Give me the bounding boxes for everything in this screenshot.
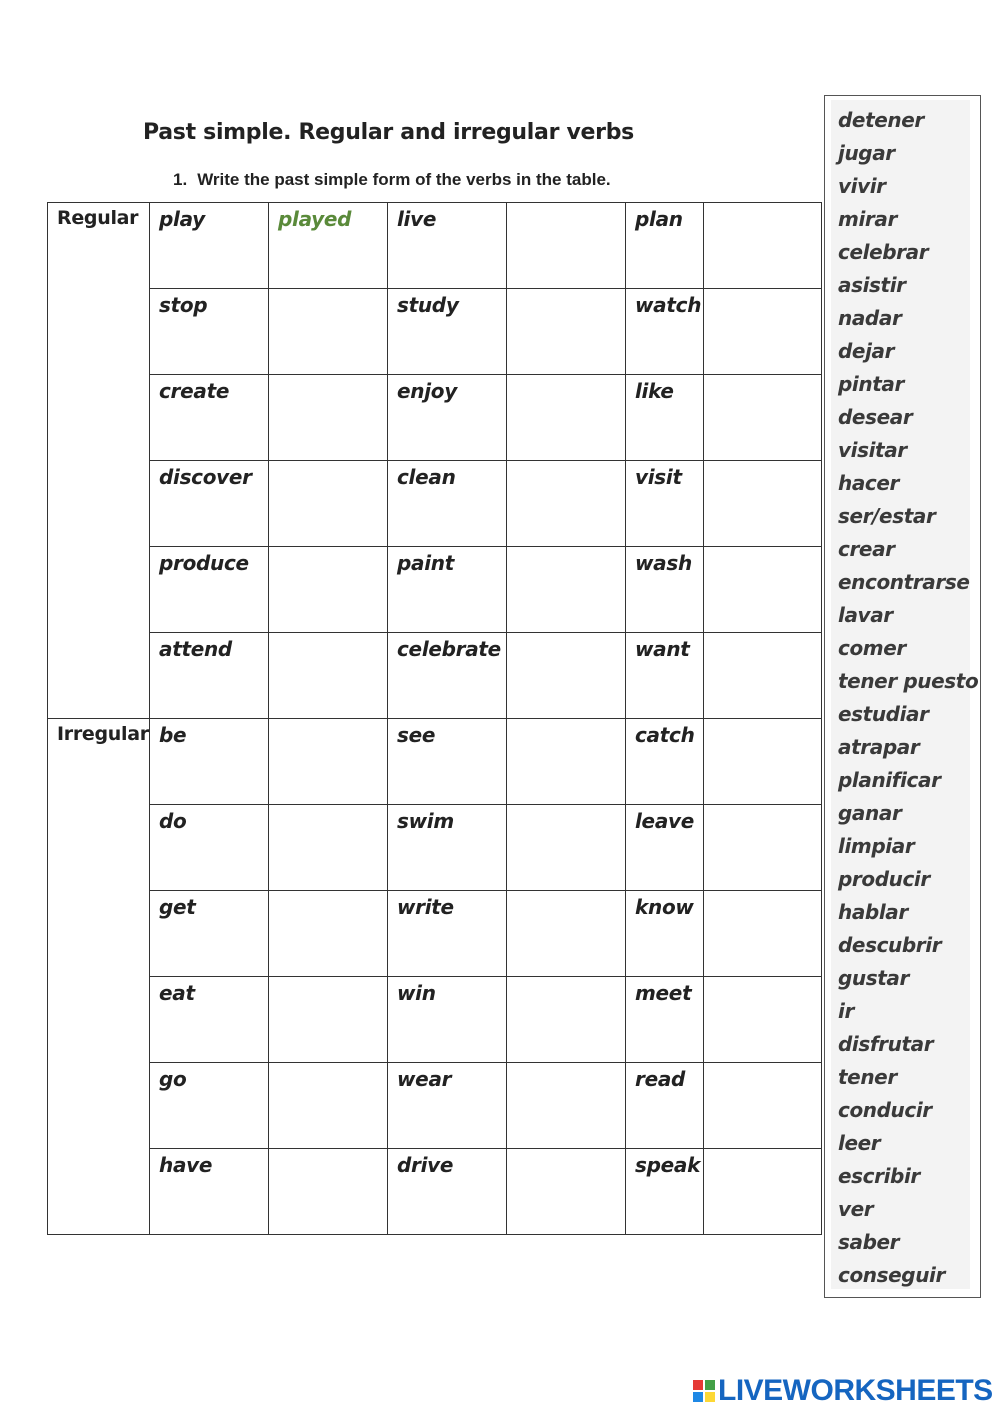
answer-cell[interactable] xyxy=(507,719,626,805)
word-bank-item: ganar xyxy=(838,801,902,825)
answer-cell[interactable] xyxy=(507,805,626,891)
verb-cell: drive xyxy=(388,1149,507,1235)
word-bank-item: nadar xyxy=(838,306,902,330)
answer-cell[interactable] xyxy=(704,461,822,547)
verb-cell: watch xyxy=(626,289,704,375)
table-row xyxy=(48,805,822,891)
word-bank-item: estudiar xyxy=(838,702,929,726)
word-bank-item: descubrir xyxy=(838,933,942,957)
word-bank-item: detener xyxy=(838,108,924,132)
word-bank xyxy=(824,95,981,1298)
verb-cell: attend xyxy=(150,633,269,719)
word-bank-item: hablar xyxy=(838,900,908,924)
answer-cell[interactable] xyxy=(269,719,388,805)
answer-cell[interactable] xyxy=(269,977,388,1063)
answer-cell[interactable] xyxy=(507,1063,626,1149)
answer-cell[interactable] xyxy=(704,375,822,461)
verb-cell: plan xyxy=(626,203,704,289)
answer-cell[interactable] xyxy=(269,375,388,461)
word-bank-item: tener xyxy=(838,1065,897,1089)
word-bank-item: visitar xyxy=(838,438,907,462)
word-bank-item: hacer xyxy=(838,471,900,495)
word-bank-item: vivir xyxy=(838,174,886,198)
verb-cell: have xyxy=(150,1149,269,1235)
answer-cell[interactable] xyxy=(507,203,626,289)
answer-cell[interactable] xyxy=(269,805,388,891)
word-bank-item: lavar xyxy=(838,603,893,627)
word-bank-item: saber xyxy=(838,1230,900,1254)
word-bank-background xyxy=(831,100,979,1289)
word-bank-item: celebrar xyxy=(838,240,929,264)
verb-cell: leave xyxy=(626,805,704,891)
answer-cell[interactable] xyxy=(269,1149,388,1235)
verb-cell: like xyxy=(626,375,704,461)
answer-cell[interactable] xyxy=(269,891,388,977)
verb-cell: go xyxy=(150,1063,269,1149)
word-bank-item: gustar xyxy=(838,966,909,990)
table-row xyxy=(48,203,822,289)
word-bank-item: mirar xyxy=(838,207,897,231)
answer-cell[interactable] xyxy=(507,891,626,977)
answer-cell[interactable] xyxy=(269,461,388,547)
word-bank-item: ir xyxy=(838,999,854,1023)
verb-cell: stop xyxy=(150,289,269,375)
word-bank-item: escribir xyxy=(838,1164,920,1188)
word-bank-item: jugar xyxy=(838,141,895,165)
table-row xyxy=(48,461,822,547)
answer-cell[interactable] xyxy=(507,375,626,461)
table-row xyxy=(48,1149,822,1235)
answer-cell[interactable] xyxy=(507,461,626,547)
brand-name: LIVEWORKSHEETS xyxy=(718,1374,993,1407)
verb-cell: want xyxy=(626,633,704,719)
verb-cell: read xyxy=(626,1063,704,1149)
verb-cell: swim xyxy=(388,805,507,891)
word-bank-item: dejar xyxy=(838,339,895,363)
verb-cell: do xyxy=(150,805,269,891)
word-bank-item: comer xyxy=(838,636,906,660)
verb-cell: live xyxy=(388,203,507,289)
answer-cell[interactable] xyxy=(507,289,626,375)
table-row xyxy=(48,289,822,375)
verb-cell: win xyxy=(388,977,507,1063)
verb-cell: discover xyxy=(150,461,269,547)
verb-cell: speak xyxy=(626,1149,704,1235)
verb-cell: eat xyxy=(150,977,269,1063)
instruction xyxy=(173,170,611,190)
table-row xyxy=(48,375,822,461)
verb-cell: clean xyxy=(388,461,507,547)
verb-cell: celebrate xyxy=(388,633,507,719)
verb-cell: paint xyxy=(388,547,507,633)
answer-cell[interactable] xyxy=(704,719,822,805)
verb-cell: write xyxy=(388,891,507,977)
answer-cell[interactable] xyxy=(507,547,626,633)
answer-cell[interactable] xyxy=(507,633,626,719)
answer-cell[interactable] xyxy=(704,805,822,891)
verb-cell: enjoy xyxy=(388,375,507,461)
verb-cell: meet xyxy=(626,977,704,1063)
verbs-table xyxy=(47,202,822,1235)
answer-cell[interactable] xyxy=(704,1149,822,1235)
answer-cell[interactable] xyxy=(704,891,822,977)
answer-cell[interactable] xyxy=(704,977,822,1063)
answer-cell[interactable] xyxy=(704,547,822,633)
verb-cell: visit xyxy=(626,461,704,547)
word-bank-item: crear xyxy=(838,537,895,561)
verb-cell: create xyxy=(150,375,269,461)
verb-cell: study xyxy=(388,289,507,375)
verb-cell: know xyxy=(626,891,704,977)
answer-cell[interactable] xyxy=(704,203,822,289)
instruction-text: Write the past simple form of the verbs in the table. xyxy=(197,170,611,189)
answer-cell[interactable] xyxy=(704,633,822,719)
word-bank-item: ver xyxy=(838,1197,874,1221)
table-row xyxy=(48,1063,822,1149)
answer-cell[interactable] xyxy=(704,289,822,375)
answer-cell[interactable] xyxy=(269,633,388,719)
word-bank-item: atrapar xyxy=(838,735,920,759)
table-row xyxy=(48,547,822,633)
table-row xyxy=(48,891,822,977)
answer-cell[interactable] xyxy=(269,289,388,375)
word-bank-item: disfrutar xyxy=(838,1032,934,1056)
word-bank-item: pintar xyxy=(838,372,904,396)
word-bank-item: desear xyxy=(838,405,913,429)
instruction-number: 1. xyxy=(173,170,188,189)
word-bank-item: producir xyxy=(838,867,930,891)
answer-cell[interactable] xyxy=(269,1063,388,1149)
page-title: Past simple. Regular and irregular verbs xyxy=(143,120,634,145)
word-bank-item: asistir xyxy=(838,273,906,297)
word-bank-item: conseguir xyxy=(838,1263,945,1287)
category-label: Regular xyxy=(48,203,150,719)
verb-cell: wash xyxy=(626,547,704,633)
verb-cell: get xyxy=(150,891,269,977)
answer-cell[interactable] xyxy=(704,1063,822,1149)
verb-cell: see xyxy=(388,719,507,805)
table-row xyxy=(48,633,822,719)
word-bank-item: conducir xyxy=(838,1098,932,1122)
verb-cell: wear xyxy=(388,1063,507,1149)
table-row xyxy=(48,977,822,1063)
liveworksheets-logo-icon xyxy=(692,1379,716,1403)
word-bank-list xyxy=(831,100,979,1292)
word-bank-item: planificar xyxy=(838,768,941,792)
answer-cell[interactable] xyxy=(507,1149,626,1235)
brand xyxy=(692,1374,993,1408)
answer-cell[interactable] xyxy=(507,977,626,1063)
table-row xyxy=(48,719,822,805)
word-bank-item: leer xyxy=(838,1131,881,1155)
answer-cell[interactable]: played xyxy=(269,203,388,289)
verb-cell: be xyxy=(150,719,269,805)
category-label: Irregular xyxy=(48,719,150,1235)
word-bank-item: tener puesto xyxy=(838,669,979,693)
word-bank-item: ser/estar xyxy=(838,504,936,528)
verb-cell: play xyxy=(150,203,269,289)
verb-cell: produce xyxy=(150,547,269,633)
verb-cell: catch xyxy=(626,719,704,805)
answer-cell[interactable] xyxy=(269,547,388,633)
word-bank-item: limpiar xyxy=(838,834,915,858)
word-bank-item: encontrarse xyxy=(838,570,970,594)
